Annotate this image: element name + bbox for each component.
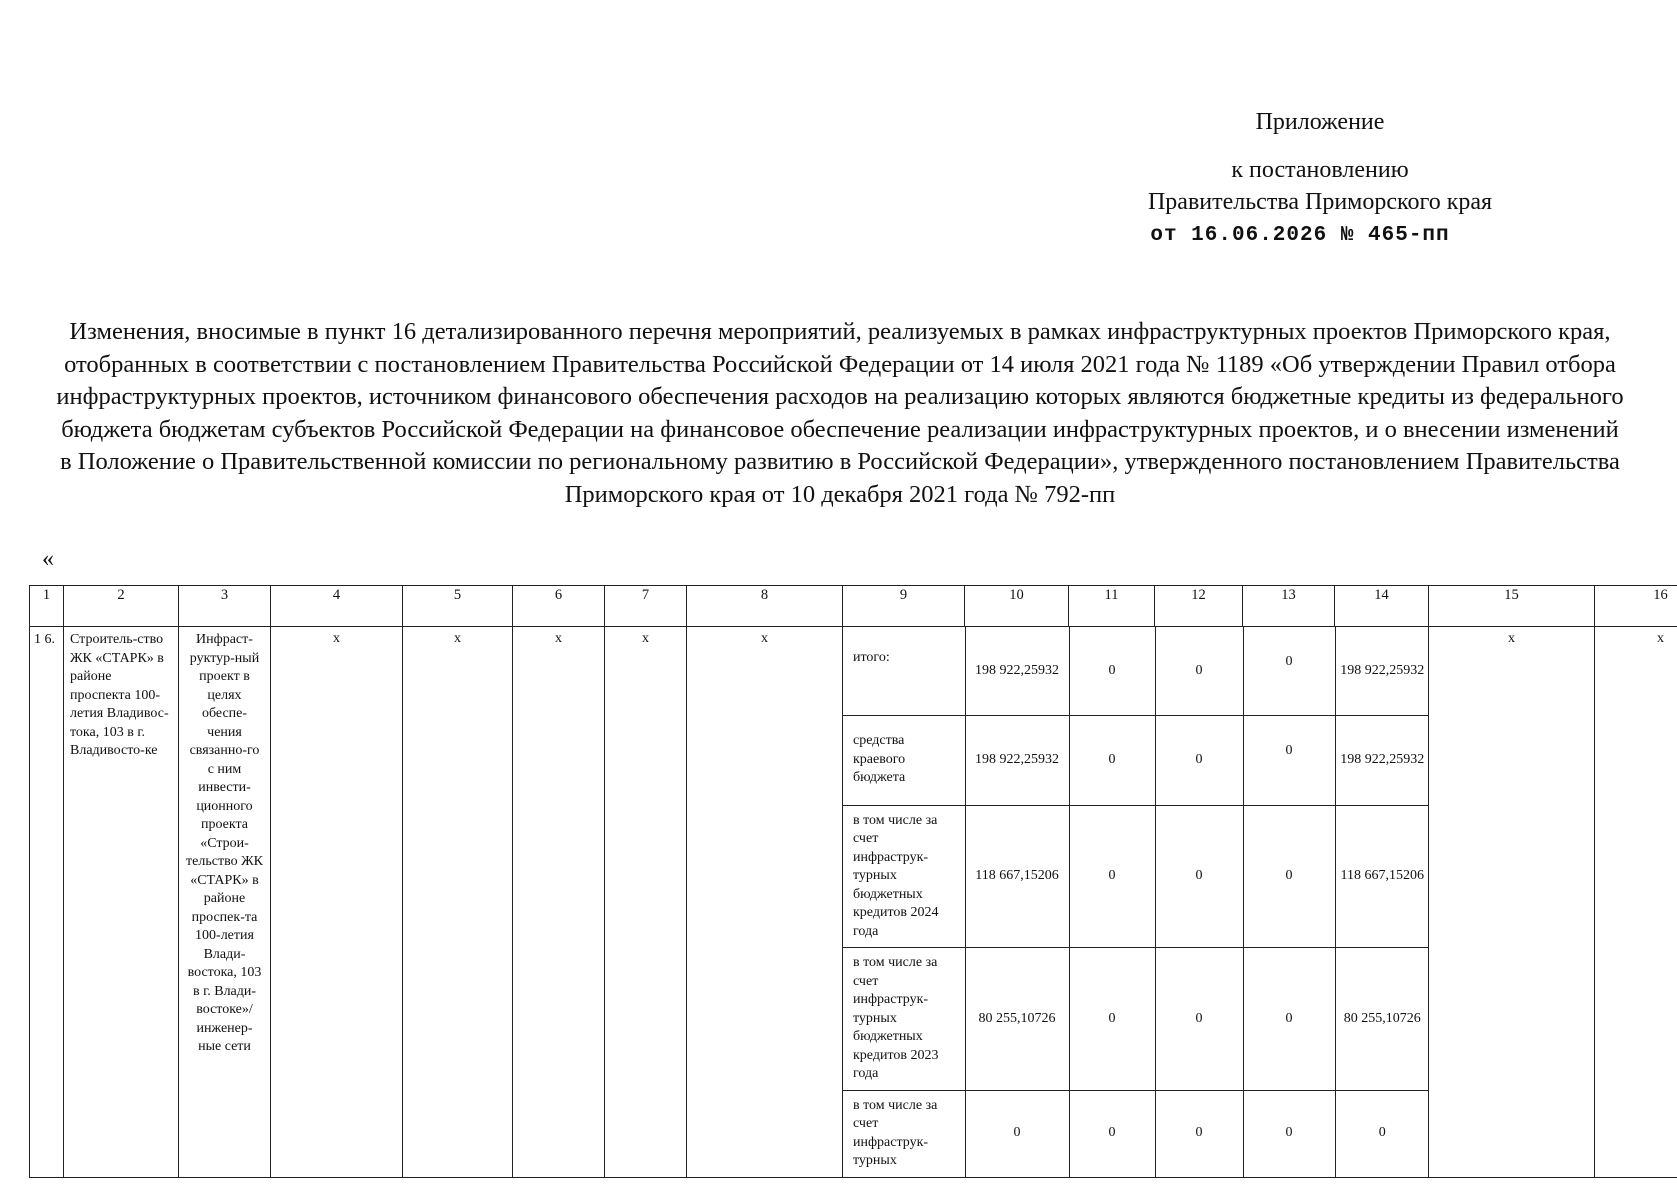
annex-government: Правительства Приморского края xyxy=(1147,189,1493,215)
funding-c13: 0 xyxy=(1243,627,1335,715)
funding-c11: 0 xyxy=(1069,627,1155,715)
col-header: 7 xyxy=(605,586,687,627)
funding-c11: 0 xyxy=(1069,715,1155,805)
funding-c12: 0 xyxy=(1155,1090,1243,1177)
funding-block xyxy=(843,627,1429,1178)
funding-row xyxy=(843,715,1429,805)
funding-c14: 80 255,10726 xyxy=(1335,948,1429,1091)
funding-c12: 0 xyxy=(1155,805,1243,948)
funding-c14: 198 922,25932 xyxy=(1335,627,1429,715)
project-description: Инфраст-руктур-ный проект в целях обеспе-чения связанно-го с ним инвести-ционного проекта «Строи-тельство ЖК «СТАРК» в районе проспек-та 100-летия Влади-востока, 103 в г. Влади-востоке»/ инженер-ные сети xyxy=(179,627,271,1178)
funding-row xyxy=(843,627,1429,715)
col-header: 8 xyxy=(687,586,843,627)
col-header: 6 xyxy=(513,586,605,627)
funding-c11: 0 xyxy=(1069,948,1155,1091)
funding-row xyxy=(843,805,1429,948)
funding-c10: 198 922,25932 xyxy=(965,627,1069,715)
funding-c12: 0 xyxy=(1155,627,1243,715)
funding-c13: 0 xyxy=(1243,948,1335,1091)
funding-c14: 118 667,15206 xyxy=(1335,805,1429,948)
funding-source: в том числе за счет инфраструк-турных бюджетных кредитов 2024 года xyxy=(843,805,965,948)
row-number: 1 6. xyxy=(30,627,64,1178)
annex-block xyxy=(1090,106,1550,252)
funding-table xyxy=(843,627,1429,1177)
cell-col4: x xyxy=(271,627,403,1178)
measure-name: Строитель-ство ЖК «СТАРК» в районе проспекта 100-летия Владивос-тока, 103 в г. Владивосто-ке xyxy=(64,627,179,1178)
funding-c13: 0 xyxy=(1243,715,1335,805)
col-header: 14 xyxy=(1335,586,1429,627)
col-header: 5 xyxy=(403,586,513,627)
funding-c13: 0 xyxy=(1243,805,1335,948)
col-header: 12 xyxy=(1155,586,1243,627)
annex-to-resolution: к постановлению xyxy=(1231,157,1409,183)
funding-source: в том числе за счет инфраструк-турных бюджетных кредитов 2023 года xyxy=(843,948,965,1091)
funding-c12: 0 xyxy=(1155,948,1243,1091)
funding-c10: 118 667,15206 xyxy=(965,805,1069,948)
funding-c10: 80 255,10726 xyxy=(965,948,1069,1091)
opening-quote: « xyxy=(42,546,54,572)
col-header: 2 xyxy=(64,586,179,627)
funding-c11: 0 xyxy=(1069,805,1155,948)
funding-row xyxy=(843,1090,1429,1177)
funding-c10: 198 922,25932 xyxy=(965,715,1069,805)
table-row xyxy=(30,627,1677,1178)
funding-c11: 0 xyxy=(1069,1090,1155,1177)
annex-date-number: от 16.06.2026 № 465-пп xyxy=(1150,224,1450,247)
funding-c10: 0 xyxy=(965,1090,1069,1177)
cell-col16: x xyxy=(1595,627,1677,1178)
cell-col15: x xyxy=(1429,627,1595,1178)
col-header: 1 xyxy=(30,586,64,627)
funding-c14: 198 922,25932 xyxy=(1335,715,1429,805)
funding-c14: 0 xyxy=(1378,1125,1386,1141)
header-row xyxy=(30,586,1677,627)
funding-source: в том числе за счет инфраструк-турных xyxy=(843,1090,965,1177)
document-title: Изменения, вносимые в пункт 16 детализированного перечня мероприятий, реализуемых в рамках инфраструктурных проектов Приморского края, отобранных в соответствии с постановлением Правительства Российской Федерации от 14 июля 2021 года № 1189 «Об утверждении Правил отбора инфраструктурных проектов, источником финансового обеспечения расходов на реализацию которых являются бюджетные кредиты из федерального бюджета бюджетам субъектов Российской Федерации на финансовое обеспечение реализации инфраструктурных проектов, и о внесении изменений в Положение о Правительственной комиссии по региональному развитию в Российской Федерации», утвержденного постановлением Правительства Приморского края от 10 декабря 2021 года № 792-пп xyxy=(56,318,1624,508)
col-header: 15 xyxy=(1429,586,1595,627)
col-header: 4 xyxy=(271,586,403,627)
funding-c13: 0 xyxy=(1243,1090,1335,1177)
funding-c12: 0 xyxy=(1155,715,1243,805)
col-header: 11 xyxy=(1069,586,1155,627)
funding-source: средства краевого бюджета xyxy=(843,715,965,805)
col-header: 10 xyxy=(965,586,1069,627)
cell-col5: x xyxy=(403,627,513,1178)
cell-col7: x xyxy=(605,627,687,1178)
col-header: 16 xyxy=(1595,586,1677,627)
annex-heading: Приложение xyxy=(1255,109,1385,135)
cell-col8: x xyxy=(687,627,843,1178)
col-header: 9 xyxy=(843,586,965,627)
col-header: 13 xyxy=(1243,586,1335,627)
measures-table xyxy=(29,585,1677,1178)
col-header: 3 xyxy=(179,586,271,627)
funding-row xyxy=(843,948,1429,1091)
cell-col6: x xyxy=(513,627,605,1178)
funding-source: итого: xyxy=(843,627,965,715)
